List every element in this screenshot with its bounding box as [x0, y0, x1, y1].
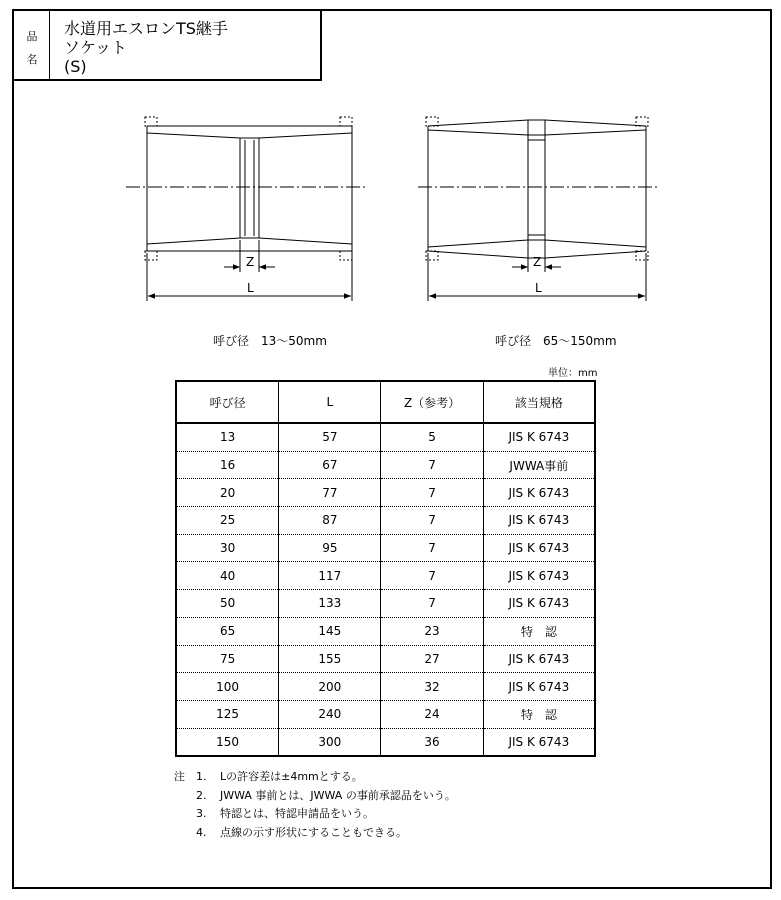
note-number: 3.: [196, 807, 207, 820]
table-row: [176, 423, 595, 451]
cell-l: 95: [279, 534, 381, 562]
table-row: [176, 562, 595, 590]
cell-standard: JWWA事前: [483, 451, 595, 479]
cell-standard: 特 認: [483, 700, 595, 728]
cell-l: 300: [279, 728, 381, 756]
cell-standard: JIS K 6743: [483, 562, 595, 590]
notes: [174, 768, 456, 842]
note-item: [174, 805, 456, 824]
note-item: [174, 787, 456, 806]
cell-l: 77: [279, 479, 381, 507]
cell-l: 145: [279, 617, 381, 645]
cell-size: 40: [176, 562, 279, 590]
spec-table: [175, 380, 596, 757]
table-row: [176, 645, 595, 673]
cell-size: 20: [176, 479, 279, 507]
table-header-row: [176, 381, 595, 423]
label-hin: 品: [26, 30, 38, 43]
right-dim-z-label: Z: [533, 255, 542, 269]
note-text: JWWA 事前とは、JWWA の事前承認品をいう。: [220, 788, 456, 802]
right-dim-l-label: L: [535, 281, 542, 295]
right-caption: 呼び径 65〜150mm: [495, 334, 617, 348]
cell-standard: JIS K 6743: [483, 590, 595, 618]
left-dim-z-label: Z: [246, 255, 255, 269]
cell-standard: JIS K 6743: [483, 507, 595, 535]
header-z: Z（参考）: [381, 381, 483, 423]
note-number: 4.: [196, 825, 207, 839]
note-number: 2.: [196, 788, 207, 802]
label-mei: 名: [26, 53, 38, 66]
cell-size: 65: [176, 617, 279, 645]
cell-l: 200: [279, 673, 381, 701]
table-row: [176, 617, 595, 645]
table-row: [176, 534, 595, 562]
cell-z: 24: [381, 700, 483, 728]
cell-size: 125: [176, 700, 279, 728]
cell-size: 13: [176, 423, 279, 451]
cell-l: 240: [279, 700, 381, 728]
note-text: Lの許容差は±4mmとする。: [220, 770, 363, 783]
left-dim-l-label: L: [247, 281, 254, 295]
cell-standard: JIS K 6743: [483, 479, 595, 507]
cell-z: 7: [381, 562, 483, 590]
cell-l: 133: [279, 590, 381, 618]
left-caption: 呼び径 13〜50mm: [213, 334, 327, 348]
notes-heading: 注: [174, 770, 185, 783]
cell-l: 57: [279, 423, 381, 451]
cell-standard: 特 認: [483, 617, 595, 645]
header-length: L: [279, 381, 381, 423]
cell-size: 16: [176, 451, 279, 479]
right-socket-drawing: [418, 117, 658, 301]
cell-z: 27: [381, 645, 483, 673]
cell-standard: JIS K 6743: [483, 645, 595, 673]
cell-l: 87: [279, 507, 381, 535]
cell-standard: JIS K 6743: [483, 534, 595, 562]
note-number: 1.: [196, 770, 207, 783]
cell-size: 30: [176, 534, 279, 562]
socket-drawings: [0, 0, 781, 360]
table-row: [176, 451, 595, 479]
cell-z: 23: [381, 617, 483, 645]
header-nominal-size: 呼び径: [176, 381, 279, 423]
cell-size: 150: [176, 728, 279, 756]
cell-size: 25: [176, 507, 279, 535]
table-row: [176, 673, 595, 701]
cell-z: 7: [381, 479, 483, 507]
header-standard: 該当規格: [483, 381, 595, 423]
cell-size: 100: [176, 673, 279, 701]
cell-size: 50: [176, 590, 279, 618]
cell-z: 5: [381, 423, 483, 451]
note-item: [174, 824, 456, 843]
note-text: 特認とは、特認申請品をいう。: [220, 807, 374, 820]
cell-z: 7: [381, 590, 483, 618]
table-row: [176, 507, 595, 535]
table-row: [176, 479, 595, 507]
cell-standard: JIS K 6743: [483, 423, 595, 451]
cell-l: 67: [279, 451, 381, 479]
cell-size: 75: [176, 645, 279, 673]
cell-z: 36: [381, 728, 483, 756]
note-item: [174, 768, 456, 787]
product-title-line-1: 水道用エスロンTS継手: [64, 19, 228, 38]
product-title-line-3: (S): [64, 57, 87, 76]
table-row: [176, 590, 595, 618]
cell-z: 7: [381, 534, 483, 562]
cell-l: 155: [279, 645, 381, 673]
unit-note: 単位：mm: [548, 368, 598, 379]
cell-standard: JIS K 6743: [483, 673, 595, 701]
cell-standard: JIS K 6743: [483, 728, 595, 756]
cell-l: 117: [279, 562, 381, 590]
cell-z: 7: [381, 507, 483, 535]
note-text: 点線の示す形状にすることもできる。: [220, 825, 407, 839]
product-title-line-2: ソケット: [64, 38, 128, 57]
table-row: [176, 700, 595, 728]
cell-z: 7: [381, 451, 483, 479]
cell-z: 32: [381, 673, 483, 701]
table-row: [176, 728, 595, 756]
left-socket-drawing: [126, 117, 368, 301]
